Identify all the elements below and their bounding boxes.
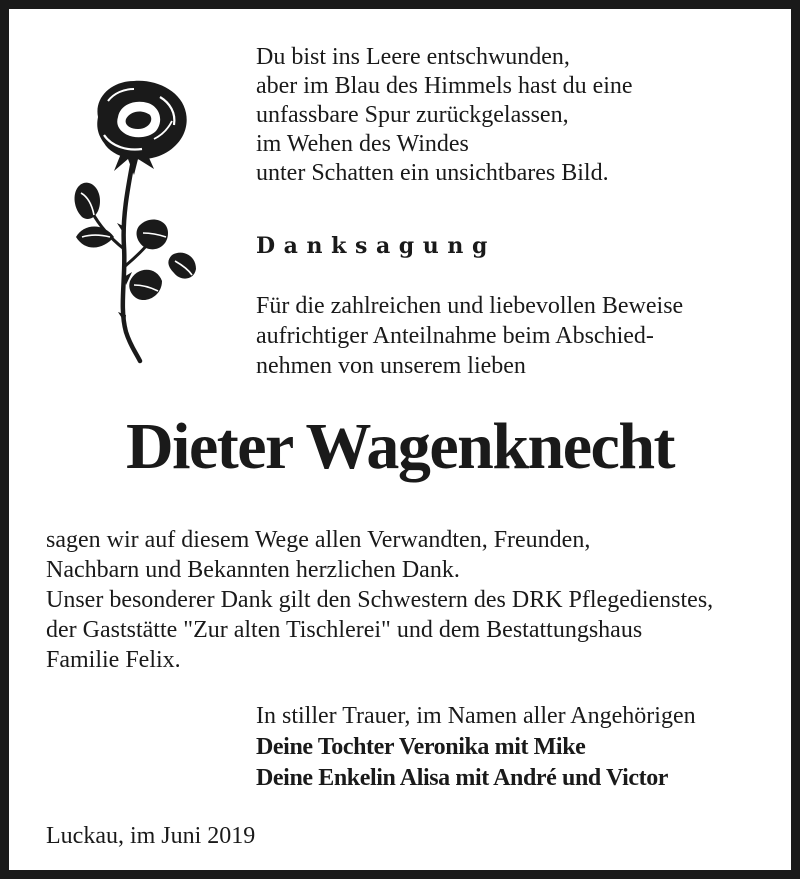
poem-line: Du bist ins Leere entschwunden, bbox=[256, 44, 570, 70]
body-line: sagen wir auf diesem Wege allen Verwandten, Freunden, bbox=[46, 527, 591, 553]
place-date: Luckau, im Juni 2019 bbox=[46, 823, 256, 849]
poem bbox=[256, 43, 633, 188]
intro-line: Für die zahlreichen und liebevollen Beweise bbox=[256, 293, 684, 319]
poem-line: im Wehen des Windes bbox=[256, 131, 469, 157]
body-line: der Gaststätte "Zur alten Tischlerei" und dem Bestattungshaus bbox=[46, 617, 643, 643]
thanks-body bbox=[46, 525, 713, 675]
intro-line: nehmen von unserem lieben bbox=[256, 353, 526, 379]
deceased-name: Dieter Wagenknecht bbox=[125, 410, 675, 483]
body-line: Nachbarn und Bekannten herzlichen Dank. bbox=[46, 557, 460, 583]
signer-line: Deine Enkelin Alisa mit André und Victor bbox=[256, 765, 669, 791]
section-heading: Danksagung bbox=[256, 233, 496, 259]
intro-line: aufrichtiger Anteilnahme beim Abschied- bbox=[256, 323, 654, 349]
poem-line: aber im Blau des Himmels hast du eine bbox=[256, 73, 633, 99]
poem-line: unfassbare Spur zurückgelassen, bbox=[256, 102, 569, 128]
rose-icon bbox=[64, 77, 204, 367]
closing-intro: In stiller Trauer, im Namen aller Angehörigen bbox=[256, 703, 696, 729]
signer-line: Deine Tochter Veronika mit Mike bbox=[256, 734, 586, 760]
poem-line: unter Schatten ein unsichtbares Bild. bbox=[256, 160, 609, 186]
body-line: Unser besonderer Dank gilt den Schwestern des DRK Pflegedienstes, bbox=[46, 587, 714, 613]
closing-signature bbox=[256, 701, 696, 794]
body-line: Familie Felix. bbox=[46, 647, 181, 673]
intro-text bbox=[256, 291, 683, 381]
